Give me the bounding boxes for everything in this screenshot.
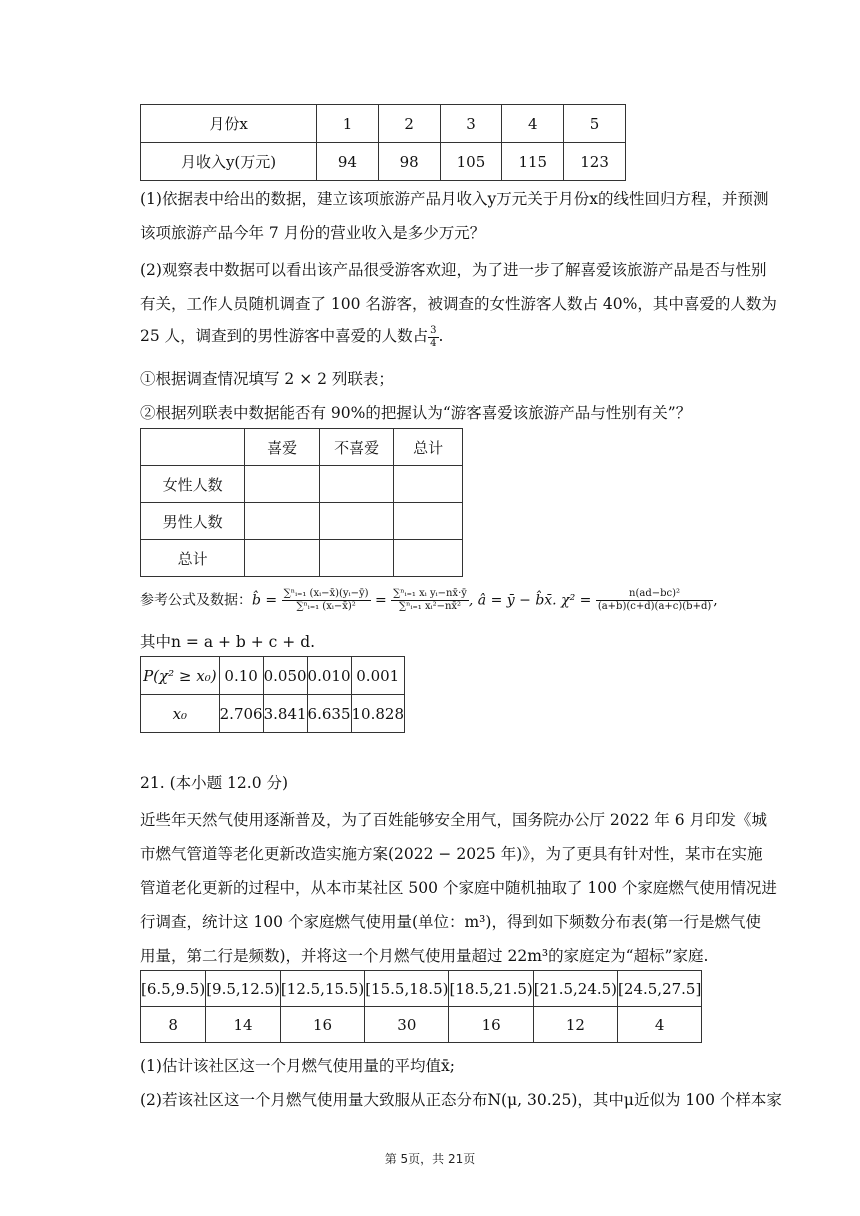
comma: , bbox=[713, 592, 718, 609]
table-cell: 4 bbox=[502, 105, 564, 143]
table-cell: 16 bbox=[280, 1007, 364, 1043]
frequency-table bbox=[140, 970, 702, 1043]
question-2-line-1: (2)观察表中数据可以看出该产品很受游客欢迎，为了进一步了解喜爱该旅游产品是否与性别 bbox=[140, 261, 767, 279]
table-cell: 0.001 bbox=[351, 657, 405, 695]
table-cell: 5 bbox=[564, 105, 626, 143]
table-cell: P(χ² ≥ x₀) bbox=[141, 657, 220, 695]
table-cell: 男性人数 bbox=[141, 503, 245, 540]
table-cell: 0.050 bbox=[263, 657, 307, 695]
question-2-line-2: 有关，工作人员随机调查了 100 名游客，被调查的女性游客人数占 40%，其中喜爱的人数为 bbox=[140, 295, 777, 313]
table-cell: 2 bbox=[378, 105, 440, 143]
table-cell: 喜爱 bbox=[245, 429, 320, 466]
table-cell: 2.706 bbox=[219, 695, 263, 733]
fraction-numerator: 3 bbox=[430, 324, 437, 336]
b-hat-fraction-1 bbox=[282, 588, 371, 613]
table-cell: 4 bbox=[618, 1007, 702, 1043]
table-cell: 总计 bbox=[141, 540, 245, 577]
fraction-numerator: n(ad−bc)² bbox=[596, 588, 713, 601]
table-cell: [15.5,18.5) bbox=[365, 971, 449, 1007]
question-21-para-4: 行调查，统计这 100 个家庭燃气使用量(单位：m³)，得到如下频数分布表(第一行是燃气使 bbox=[140, 913, 761, 931]
table-cell: 不喜爱 bbox=[319, 429, 394, 466]
question-2-line-3 bbox=[140, 324, 443, 350]
question-21-para-1: 近些年天然气使用逐渐普及，为了百姓能够安全用气，国务院办公厅 2022 年 6 月印发《城 bbox=[140, 811, 768, 829]
chi-square-table bbox=[140, 656, 405, 733]
month-income-table bbox=[140, 104, 626, 181]
table-cell: 105 bbox=[440, 143, 502, 181]
fraction-denominator: ∑ⁿᵢ₌₁ xᵢ²−nx̄² bbox=[399, 601, 462, 612]
table-cell: 16 bbox=[449, 1007, 533, 1043]
question-21-para-2: 市燃气管道等老化更新改造实施方案(2022 − 2025 年)》，为了更具有针对性，某市在实施 bbox=[140, 845, 763, 863]
table-cell bbox=[245, 540, 320, 577]
table-cell: 14 bbox=[206, 1007, 281, 1043]
table-cell bbox=[245, 503, 320, 540]
question-2-line-3-text: 25 人，调查到的男性游客中喜爱的人数占 bbox=[140, 327, 429, 345]
table-cell: [12.5,15.5) bbox=[280, 971, 364, 1007]
fraction-numerator: ∑ⁿᵢ₌₁ (xᵢ−x̄)(yᵢ−ȳ) bbox=[283, 588, 369, 599]
page-footer: 第 5页，共 21页 bbox=[384, 1152, 476, 1166]
b-hat-fraction-2 bbox=[391, 588, 469, 613]
table-cell: 3.841 bbox=[263, 695, 307, 733]
a-hat-and-chi-square: , â = ȳ − b̂x̄. χ² = bbox=[468, 592, 592, 609]
fraction-three-quarters bbox=[428, 325, 438, 350]
question-2-sub-1: ①根据调查情况填写 2 × 2 列联表； bbox=[140, 370, 394, 388]
formula-prefix: 参考公式及数据： bbox=[140, 592, 252, 609]
table-cell bbox=[245, 466, 320, 503]
table-cell bbox=[319, 466, 394, 503]
table-cell bbox=[319, 540, 394, 577]
table-cell: 8 bbox=[141, 1007, 206, 1043]
table-cell bbox=[394, 466, 463, 503]
table-cell: 月收入y(万元) bbox=[141, 143, 317, 181]
table-cell: 0.010 bbox=[307, 657, 351, 695]
fraction-denominator: ∑ⁿᵢ₌₁ (xᵢ−x̄)² bbox=[296, 601, 356, 612]
table-cell bbox=[394, 540, 463, 577]
table-cell: 10.828 bbox=[351, 695, 405, 733]
question-21-part-1: (1)估计该社区这一个月燃气使用量的平均值x̄; bbox=[140, 1057, 455, 1075]
period: . bbox=[438, 327, 444, 345]
question-1-line-1: (1)依据表中给出的数据，建立该项旅游产品月收入y万元关于月份x的线性回归方程，并预测 bbox=[140, 190, 769, 208]
table-cell: [6.5,9.5) bbox=[141, 971, 206, 1007]
equals-sign: = bbox=[374, 592, 387, 609]
question-21-part-2: (2)若该社区这一个月燃气使用量大致服从正态分布N(μ, 30.25)，其中μ近似为 100 个样本家 bbox=[140, 1091, 782, 1109]
chi-square-fraction bbox=[596, 588, 713, 613]
contingency-table bbox=[140, 428, 463, 577]
table-cell: 94 bbox=[317, 143, 379, 181]
table-cell: x₀ bbox=[141, 695, 220, 733]
fraction-denominator: 4 bbox=[430, 337, 437, 349]
fraction-denominator: (a+b)(c+d)(a+c)(b+d) bbox=[597, 601, 712, 612]
table-cell: 6.635 bbox=[307, 695, 351, 733]
table-cell: 12 bbox=[533, 1007, 617, 1043]
table-cell bbox=[141, 429, 245, 466]
table-cell: 3 bbox=[440, 105, 502, 143]
table-cell: 30 bbox=[365, 1007, 449, 1043]
table-cell: 月份x bbox=[141, 105, 317, 143]
table-cell: [9.5,12.5) bbox=[206, 971, 281, 1007]
table-cell: 总计 bbox=[394, 429, 463, 466]
question-2-sub-2: ②根据列联表中数据能否有 90%的把握认为“游客喜爱该旅游产品与性别有关”？ bbox=[140, 404, 692, 422]
table-cell: 98 bbox=[378, 143, 440, 181]
formula-line-2: 其中n = a + b + c + d. bbox=[140, 633, 316, 651]
table-cell: 女性人数 bbox=[141, 466, 245, 503]
question-21-para-5: 用量，第二行是频数)，并将这一个月燃气使用量超过 22m³的家庭定为“超标”家庭. bbox=[140, 947, 709, 965]
question-21-heading: 21. (本小题 12.0 分) bbox=[140, 774, 289, 792]
table-cell bbox=[319, 503, 394, 540]
table-cell: 115 bbox=[502, 143, 564, 181]
question-1-line-2: 该项旅游产品今年 7 月份的营业收入是多少万元？ bbox=[140, 224, 486, 242]
reference-formula bbox=[140, 588, 718, 613]
table-cell bbox=[394, 503, 463, 540]
table-cell: 1 bbox=[317, 105, 379, 143]
table-cell: [18.5,21.5) bbox=[449, 971, 533, 1007]
question-21-para-3: 管道老化更新的过程中，从本市某社区 500 个家庭中随机抽取了 100 个家庭燃气使用情况进 bbox=[140, 879, 777, 897]
table-cell: [24.5,27.5] bbox=[618, 971, 702, 1007]
table-cell: 123 bbox=[564, 143, 626, 181]
table-cell: 0.10 bbox=[219, 657, 263, 695]
b-hat: b̂ = bbox=[252, 592, 278, 609]
fraction-numerator: ∑ⁿᵢ₌₁ xᵢ yᵢ−nx̄·ȳ bbox=[393, 588, 467, 599]
table-cell: [21.5,24.5) bbox=[533, 971, 617, 1007]
